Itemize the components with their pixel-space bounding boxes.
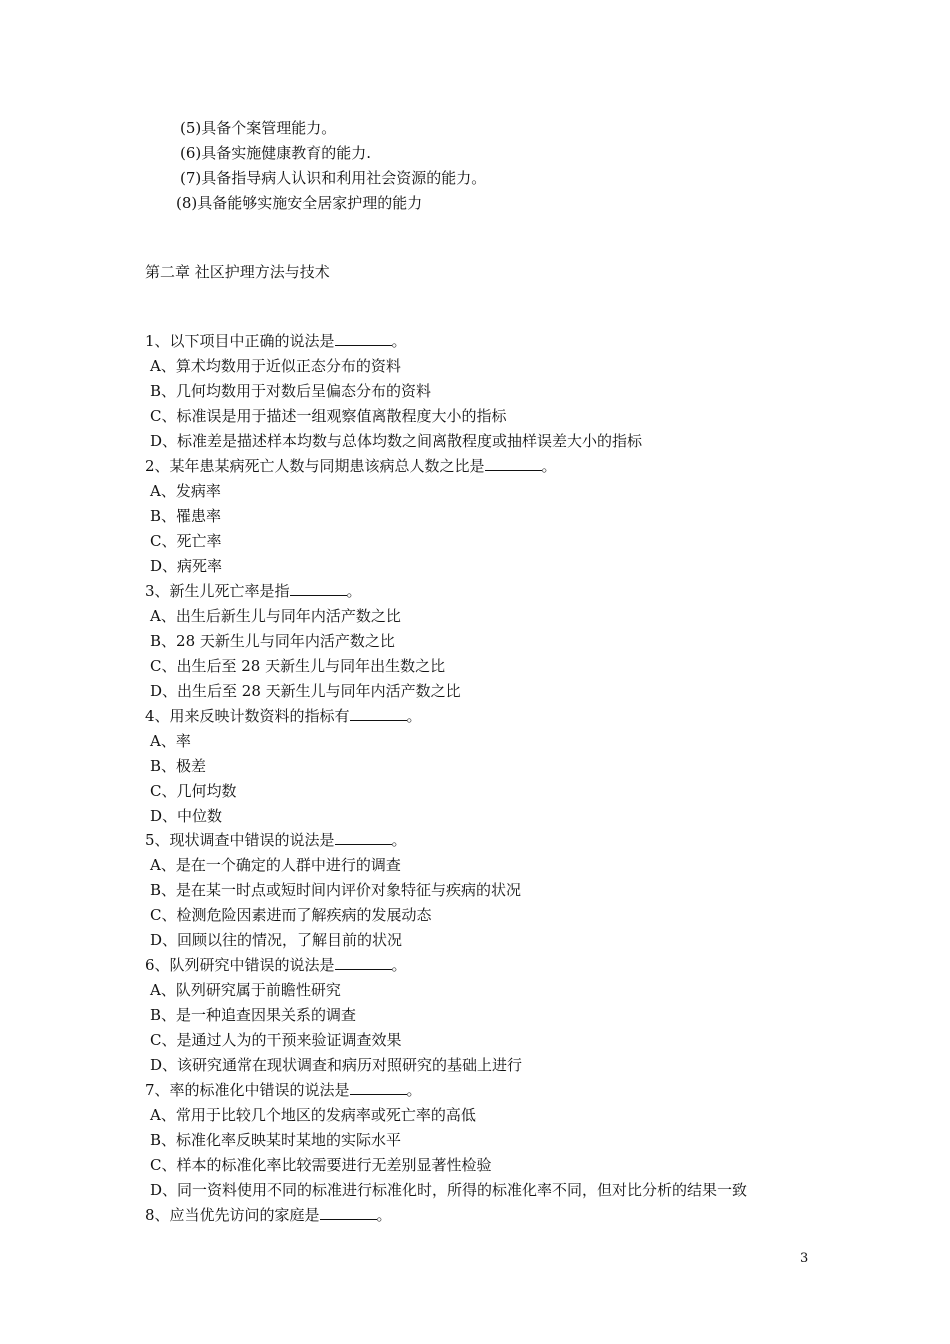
- question-3-option-c: C、出生后至 28 天新生儿与同年出生数之比: [150, 657, 446, 675]
- question-2-option-b: B、罹患率: [150, 507, 222, 525]
- question-1-end: 。: [391, 332, 407, 350]
- question-2-end: 。: [541, 457, 557, 475]
- question-4-option-b: B、极差: [150, 757, 207, 775]
- question-7: [145, 1080, 422, 1100]
- answer-blank: [485, 456, 542, 471]
- answer-blank: [335, 830, 392, 845]
- answer-blank: [320, 1205, 377, 1220]
- question-1-option-b: B、几何均数用于对数后呈偏态分布的资料: [150, 382, 432, 400]
- page-number: 3: [800, 1251, 809, 1266]
- question-4-text: 4、用来反映计数资料的指标有: [145, 707, 350, 725]
- ability-item-6: (6)具备实施健康教育的能力.: [180, 144, 372, 162]
- question-6-option-c: C、是通过人为的干预来验证调查效果: [150, 1031, 402, 1049]
- question-7-option-b: B、标准化率反映某时某地的实际水平: [150, 1131, 402, 1149]
- question-6-option-d: D、该研究通常在现状调查和病历对照研究的基础上进行: [150, 1056, 523, 1074]
- answer-blank: [350, 706, 407, 721]
- question-3-option-a: A、出生后新生儿与同年内活产数之比: [150, 607, 401, 625]
- answer-blank: [290, 581, 347, 596]
- ability-item-8: (8)具备能够实施安全居家护理的能力: [176, 194, 423, 212]
- chapter-title: 第二章 社区护理方法与技术: [145, 263, 330, 281]
- question-7-option-a: A、常用于比较几个地区的发病率或死亡率的高低: [150, 1106, 476, 1124]
- question-6-end: 。: [391, 956, 407, 974]
- question-7-text: 7、率的标准化中错误的说法是: [145, 1081, 350, 1099]
- ability-item-5: (5)具备个案管理能力。: [180, 119, 337, 137]
- question-1-option-c: C、标准误是用于描述一组观察值离散程度大小的指标: [150, 407, 507, 425]
- question-2-option-c: C、死亡率: [150, 532, 222, 550]
- question-4: [145, 706, 422, 726]
- question-7-option-d: D、同一资料使用不同的标准进行标准化时，所得的标准化率不同，但对比分析的结果一致: [150, 1181, 748, 1199]
- question-1-option-a: A、算术均数用于近似正态分布的资料: [150, 357, 401, 375]
- question-5-end: 。: [391, 831, 407, 849]
- question-3-text: 3、新生儿死亡率是指: [145, 582, 290, 600]
- answer-blank: [350, 1080, 407, 1095]
- question-6: [145, 955, 407, 975]
- question-7-end: 。: [406, 1081, 422, 1099]
- question-5-option-b: B、是在某一时点或短时间内评价对象特征与疾病的状况: [150, 881, 522, 899]
- question-8: [145, 1205, 392, 1225]
- question-6-text: 6、队列研究中错误的说法是: [145, 956, 335, 974]
- ability-item-7: (7)具备指导病人认识和利用社会资源的能力。: [180, 169, 487, 187]
- question-3-option-b: B、28 天新生儿与同年内活产数之比: [150, 632, 395, 650]
- answer-blank: [335, 955, 392, 970]
- question-5-option-c: C、检测危险因素进而了解疾病的发展动态: [150, 906, 432, 924]
- question-1-text: 1、以下项目中正确的说法是: [145, 332, 335, 350]
- question-8-text: 8、应当优先访问的家庭是: [145, 1206, 320, 1224]
- question-5-option-a: A、是在一个确定的人群中进行的调查: [150, 856, 401, 874]
- question-4-option-a: A、率: [150, 732, 191, 750]
- question-8-end: 。: [376, 1206, 392, 1224]
- question-4-option-d: D、中位数: [150, 807, 223, 825]
- question-1-option-d: D、标准差是描述样本均数与总体均数之间离散程度或抽样误差大小的指标: [150, 432, 643, 450]
- question-2-option-d: D、病死率: [150, 557, 223, 575]
- question-6-option-b: B、是一种追查因果关系的调查: [150, 1006, 357, 1024]
- question-2-text: 2、某年患某病死亡人数与同期患该病总人数之比是: [145, 457, 485, 475]
- question-6-option-a: A、队列研究属于前瞻性研究: [150, 981, 341, 999]
- question-3-option-d: D、出生后至 28 天新生儿与同年内活产数之比: [150, 682, 461, 700]
- question-5-option-d: D、回顾以往的情况，了解目前的状况: [150, 931, 403, 949]
- question-3-end: 。: [346, 582, 362, 600]
- question-1: [145, 331, 407, 351]
- question-2-option-a: A、发病率: [150, 482, 221, 500]
- question-4-end: 。: [406, 707, 422, 725]
- question-5-text: 5、现状调查中错误的说法是: [145, 831, 335, 849]
- question-5: [145, 830, 407, 850]
- question-3: [145, 581, 362, 601]
- question-2: [145, 456, 557, 476]
- answer-blank: [335, 331, 392, 346]
- question-4-option-c: C、几何均数: [150, 782, 237, 800]
- question-7-option-c: C、样本的标准化率比较需要进行无差别显著性检验: [150, 1156, 492, 1174]
